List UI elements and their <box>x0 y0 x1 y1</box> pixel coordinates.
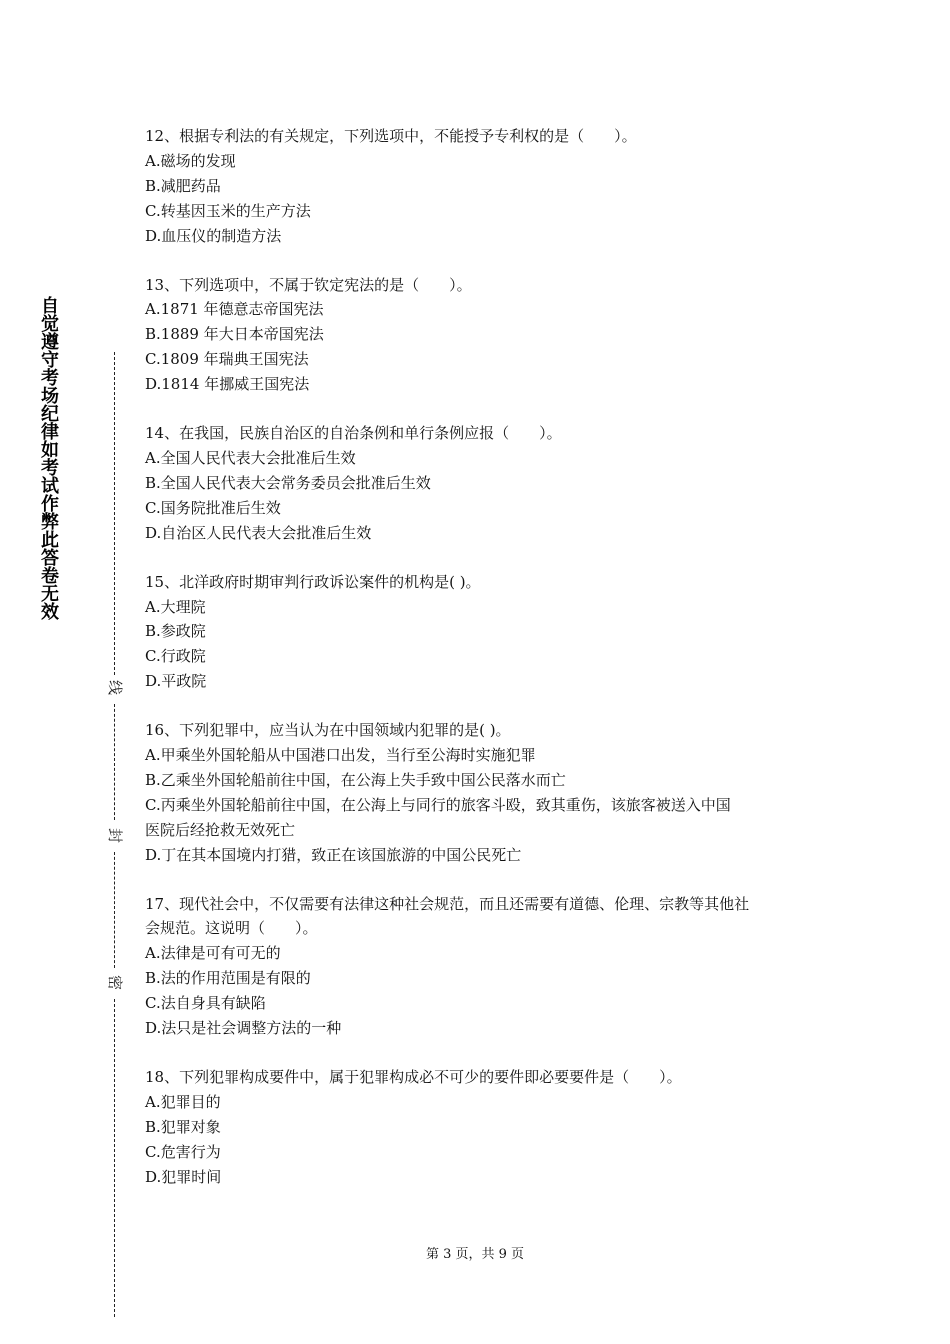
option-c: C.丙乘坐外国轮船前往中国，在公海上与同行的旅客斗殴，致其重伤，该旅客被送入中国 <box>145 795 731 814</box>
option-b: B.全国人民代表大会常务委员会批准后生效 <box>145 473 431 492</box>
question-stem: 16、下列犯罪中，应当认为在中国领域内犯罪的是( )。 <box>145 721 511 740</box>
option-a: A.犯罪目的 <box>145 1092 221 1111</box>
option-c: C.转基因玉米的生产方法 <box>145 201 311 220</box>
question-17 <box>145 892 815 1041</box>
question-stem: 13、下列选项中，不属于钦定宪法的是（ ）。 <box>145 275 472 294</box>
option-b: B.参政院 <box>145 622 206 641</box>
option-d: D.平政院 <box>145 672 207 691</box>
exam-discipline-notice: 自觉遵守考场纪律如考试作弊此答卷无效 <box>38 296 59 620</box>
binding-dashed-line-segment <box>114 352 115 675</box>
page-number-footer: 第 3 页，共 9 页 <box>425 1247 525 1262</box>
option-c: C.国务院批准后生效 <box>145 498 281 517</box>
question-14 <box>145 421 815 546</box>
binding-label-seal: 封 <box>106 828 124 844</box>
question-stem: 18、下列犯罪构成要件中，属于犯罪构成必不可少的要件即必要要件是（ ）。 <box>145 1068 682 1086</box>
question-stem-continued: 会规范。这说明（ ）。 <box>145 919 318 938</box>
question-list <box>145 124 815 1214</box>
option-d: D.1814 年挪威王国宪法 <box>145 375 310 394</box>
option-b: B.乙乘坐外国轮船前往中国，在公海上失手致中国公民落水而亡 <box>145 770 566 789</box>
option-d: D.自治区人民代表大会批准后生效 <box>145 523 372 542</box>
question-16 <box>145 718 815 867</box>
option-b: B.犯罪对象 <box>145 1117 221 1136</box>
option-d: D.犯罪时间 <box>145 1167 222 1186</box>
option-c: C.危害行为 <box>145 1142 221 1161</box>
option-a: A.全国人民代表大会批准后生效 <box>145 448 356 467</box>
question-13 <box>145 273 815 398</box>
option-d: D.法只是社会调整方法的一种 <box>145 1019 342 1038</box>
binding-dashed-line-segment <box>114 999 115 1317</box>
option-c: C.法自身具有缺陷 <box>145 994 266 1013</box>
option-d: D.血压仪的制造方法 <box>145 226 282 245</box>
binding-dashed-line-segment <box>114 852 115 968</box>
option-a: A.1871 年德意志帝国宪法 <box>145 300 324 319</box>
question-18 <box>145 1065 815 1190</box>
option-a: A.大理院 <box>145 597 206 616</box>
option-c-continued: 医院后经抢救无效死亡 <box>145 820 296 839</box>
option-b: B.1889 年大日本帝国宪法 <box>145 325 324 344</box>
option-c: C.1809 年瑞典王国宪法 <box>145 350 309 369</box>
binding-label-line: 线 <box>106 680 124 696</box>
question-15 <box>145 570 815 695</box>
option-a: A.磁场的发现 <box>145 151 236 170</box>
question-12 <box>145 124 815 249</box>
option-a: A.甲乘坐外国轮船从中国港口出发，当行至公海时实施犯罪 <box>145 746 536 765</box>
question-stem: 12、根据专利法的有关规定，下列选项中，不能授予专利权的是（ ）。 <box>145 127 637 145</box>
option-a: A.法律是可有可无的 <box>145 944 281 963</box>
option-d: D.丁在其本国境内打猎，致正在该国旅游的中国公民死亡 <box>145 845 522 864</box>
option-b: B.法的作用范围是有限的 <box>145 969 311 988</box>
binding-label-secret: 密 <box>106 975 124 991</box>
question-stem: 17、现代社会中，不仅需要有法律这种社会规范，而且还需要有道德、伦理、宗教等其他社 <box>145 894 750 913</box>
question-stem: 15、北洋政府时期审判行政诉讼案件的机构是( )。 <box>145 572 481 591</box>
binding-dashed-line-segment <box>114 704 115 820</box>
option-b: B.减肥药品 <box>145 176 221 195</box>
question-stem: 14、在我国，民族自治区的自治条例和单行条例应报（ ）。 <box>145 424 562 443</box>
option-c: C.行政院 <box>145 647 206 666</box>
